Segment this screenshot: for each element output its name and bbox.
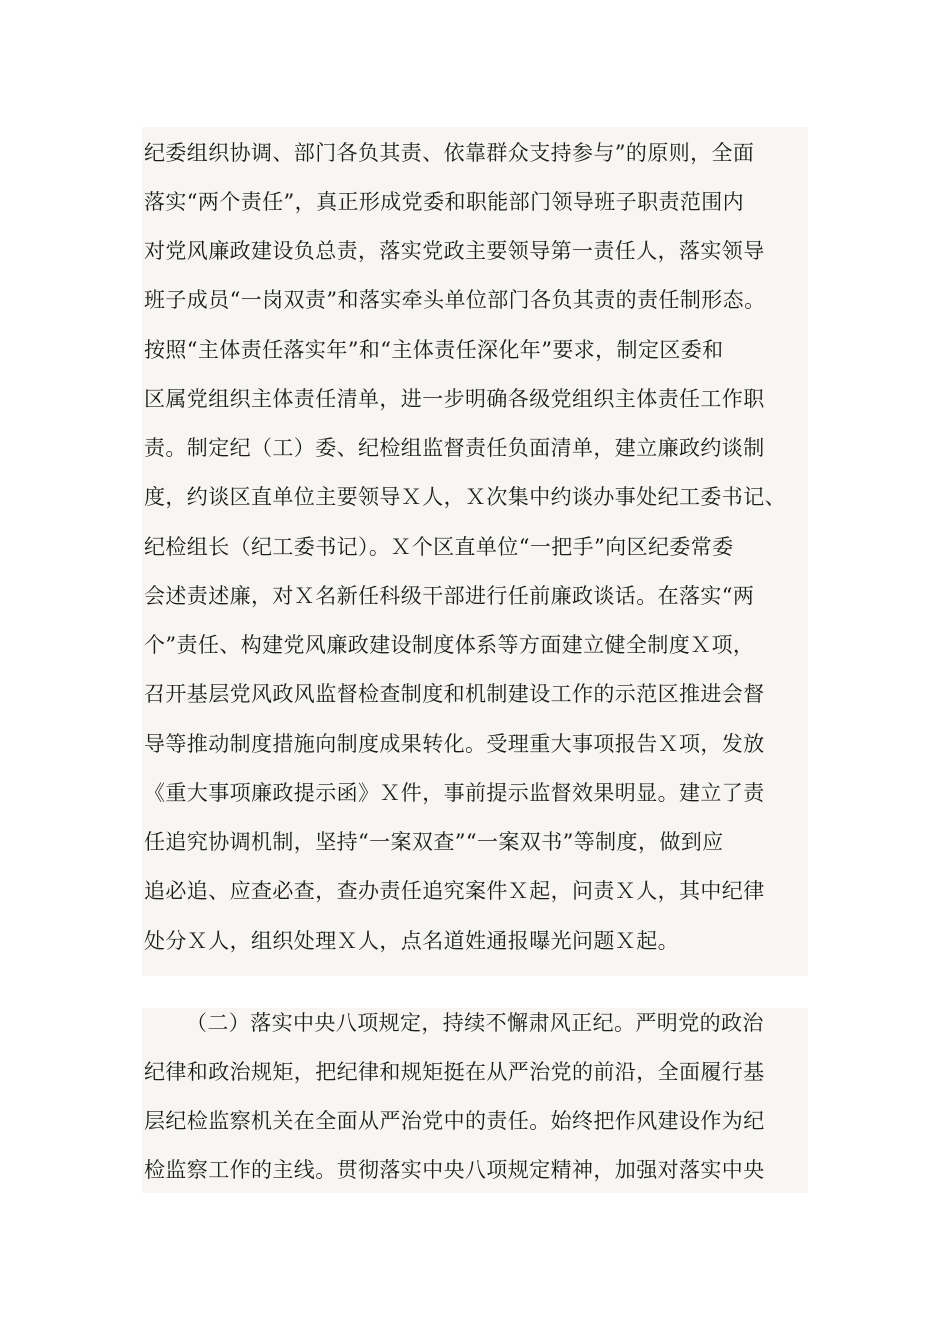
- text-line: 落实“两个责任”，真正形成党委和职能部门领导班子职责范围内: [144, 190, 745, 214]
- text-line: 区属党组织主体责任清单，进一步明确各级党组织主体责任工作职: [144, 387, 765, 411]
- text-line: 《重大事项廉政提示函》Ｘ件，事前提示监督效果明显。建立了责: [144, 781, 765, 805]
- text-line: 对党风廉政建设负总责，落实党政主要领导第一责任人，落实领导: [144, 239, 765, 263]
- text-line: 班子成员“一岗双责”和落实牵头单位部门各负其责的责任制形态。: [144, 288, 766, 312]
- text-line: 召开基层党风政风监督检查制度和机制建设工作的示范区推进会督: [144, 682, 765, 706]
- text-line: 责。制定纪（工）委、纪检组监督责任负面清单，建立廉政约谈制: [144, 436, 765, 460]
- paragraph-responsibility-system: [142, 127, 808, 976]
- text-line: 会述责述廉，对Ｘ名新任科级干部进行任前廉政谈话。在落实“两: [144, 584, 755, 608]
- text-line: 导等推动制度措施向制度成果转化。受理重大事项报告Ｘ项，发放: [144, 732, 765, 756]
- text-line: （二）落实中央八项规定，持续不懈肃风正纪。严明党的政治: [186, 1011, 764, 1035]
- text-line: 处分Ｘ人，组织处理Ｘ人，点名道姓通报曝光问题Ｘ起。: [144, 929, 679, 953]
- text-line: 检监察工作的主线。贯彻落实中央八项规定精神，加强对落实中央: [144, 1158, 765, 1182]
- text-line: 追必追、应查必查，查办责任追究案件Ｘ起，问责Ｘ人，其中纪律: [144, 879, 765, 903]
- text-line: 任追究协调机制，坚持“一案双查”“一案双书”等制度，做到应: [144, 830, 724, 854]
- text-line: 层纪检监察机关在全面从严治党中的责任。始终把作风建设作为纪: [144, 1109, 765, 1133]
- text-line: 度，约谈区直单位主要领导Ｘ人，Ｘ次集中约谈办事处纪工委书记、: [144, 485, 786, 509]
- text-line: 纪检组长（纪工委书记）。Ｘ个区直单位“一把手”向区纪委常委: [144, 535, 734, 559]
- text-line: 纪律和政治规矩，把纪律和规矩挺在从严治党的前沿，全面履行基: [144, 1060, 765, 1084]
- text-line: 纪委组织协调、部门各负其责、依靠群众支持参与”的原则，全面: [144, 141, 755, 165]
- paragraph-eight-point-rules: [142, 1008, 808, 1193]
- text-line: 按照“主体责任落实年”和“主体责任深化年”要求，制定区委和: [144, 338, 724, 362]
- text-line: 个”责任、构建党风廉政建设制度体系等方面建立健全制度Ｘ项，: [144, 633, 755, 657]
